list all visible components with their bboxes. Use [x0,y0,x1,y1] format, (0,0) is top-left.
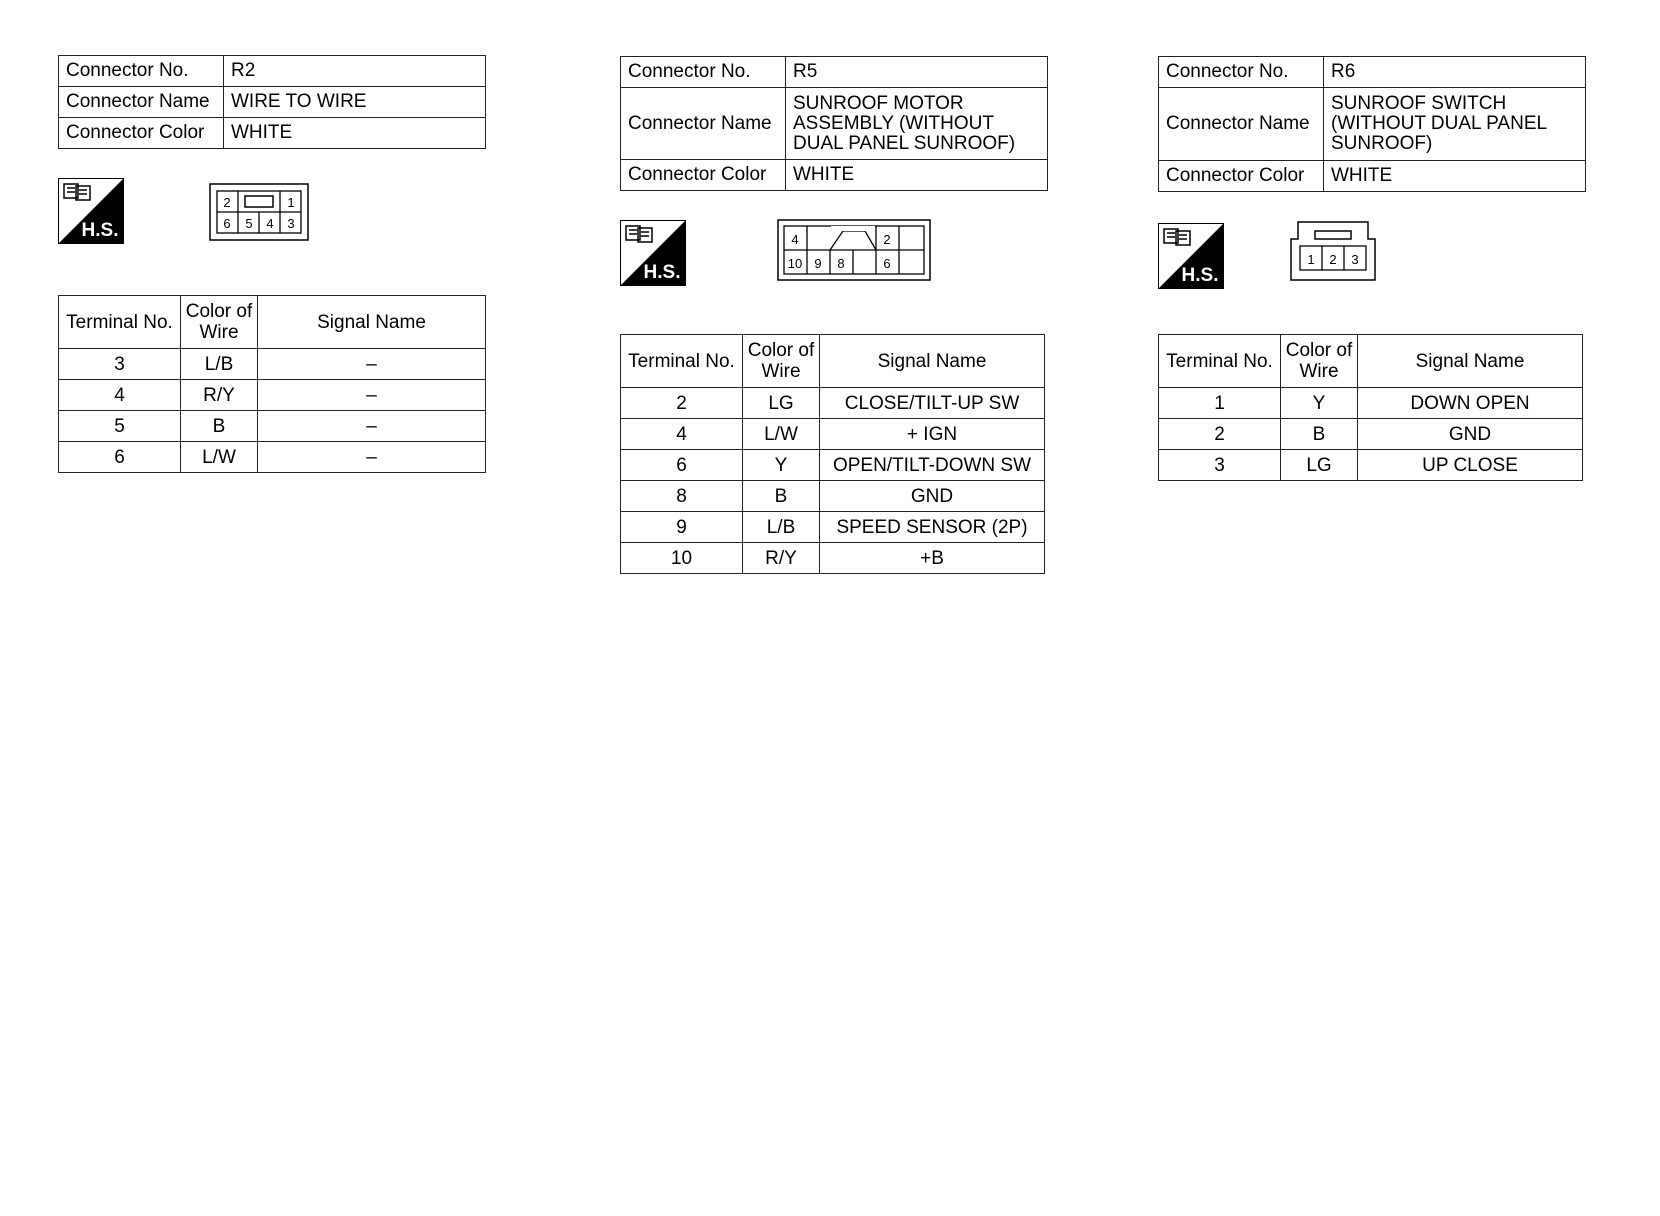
connector-r5-face [777,219,931,286]
pin-label: 9 [814,256,822,271]
table-row [1159,450,1583,481]
connector-r6-info [1158,56,1586,192]
connector-name-label: Connector Name [1159,88,1324,161]
terminal-cell: 10 [621,543,743,574]
wire-cell: R/Y [181,380,258,411]
signal-cell: – [258,442,486,473]
pin-label: 2 [883,232,891,247]
table-row [621,543,1045,574]
signal-name-header: Signal Name [1358,335,1583,388]
harness-side-badge [58,178,124,244]
signal-cell: + IGN [820,419,1045,450]
connector-no-value: R6 [1324,57,1586,88]
table-row [59,411,486,442]
table-row [621,512,1045,543]
terminal-cell: 6 [621,450,743,481]
pin-label: 4 [791,232,799,247]
connector-color-value: WHITE [224,118,486,149]
wire-cell: B [1281,419,1358,450]
connector-r5-info [620,56,1048,191]
pin-label: 4 [266,216,274,231]
pin-label: 5 [245,216,253,231]
wire-cell: Y [743,450,820,481]
terminal-cell: 6 [59,442,181,473]
pin-label: 3 [287,216,295,231]
connector-info-table [1158,56,1586,192]
connector-r5-terminals [620,334,1045,574]
signal-name-header: Signal Name [258,296,486,349]
connector-name-value: WIRE TO WIRE [224,87,486,118]
wire-cell: Y [1281,388,1358,419]
connector-no-label: Connector No. [59,56,224,87]
wire-cell: L/W [743,419,820,450]
pin-label: 6 [223,216,231,231]
connector-color-value: WHITE [1324,161,1586,192]
terminal-cell: 2 [621,388,743,419]
connector-face-diagram [1290,221,1376,281]
wire-cell: B [743,481,820,512]
signal-name-header: Signal Name [820,335,1045,388]
harness-side-badge [620,220,686,286]
hs-badge-text: H.S. [81,220,119,241]
connector-no-label: Connector No. [1159,57,1324,88]
signal-cell: +B [820,543,1045,574]
signal-cell: DOWN OPEN [1358,388,1583,419]
connector-color-value: WHITE [786,160,1048,191]
connector-r2-face [209,183,309,246]
connector-r6-face [1290,221,1376,286]
signal-cell: – [258,380,486,411]
connector-color-label: Connector Color [621,160,786,191]
harness-side-icon [1158,223,1224,289]
terminal-cell: 9 [621,512,743,543]
table-row [59,442,486,473]
connector-color-label: Connector Color [59,118,224,149]
terminal-cell: 3 [1159,450,1281,481]
connector-name-label: Connector Name [59,87,224,118]
wire-color-header: Color of Wire [743,335,820,388]
wire-cell: L/W [181,442,258,473]
table-row [621,450,1045,481]
table-row [1159,419,1583,450]
wire-cell: R/Y [743,543,820,574]
terminal-cell: 2 [1159,419,1281,450]
wire-color-header: Color of Wire [1281,335,1358,388]
connector-r2-terminals [58,295,486,473]
table-row [621,481,1045,512]
table-row [1159,388,1583,419]
connector-name-value: SUNROOF MOTOR ASSEMBLY (WITHOUT DUAL PANEL SUNROOF) [786,88,1048,160]
terminal-cell: 3 [59,349,181,380]
signal-cell: CLOSE/TILT-UP SW [820,388,1045,419]
wire-cell: LG [1281,450,1358,481]
pin-label: 8 [837,256,845,271]
terminal-cell: 4 [59,380,181,411]
terminal-cell: 8 [621,481,743,512]
pin-label: 10 [787,256,803,271]
connector-no-value: R2 [224,56,486,87]
hs-badge-text: H.S. [643,262,681,283]
connector-no-label: Connector No. [621,57,786,88]
terminal-no-header: Terminal No. [59,296,181,349]
pin-label: 2 [1329,252,1337,267]
pin-label: 1 [287,195,295,210]
pin-label: 1 [1307,252,1315,267]
wire-color-header: Color of Wire [181,296,258,349]
pin-label: 6 [883,256,891,271]
connector-color-label: Connector Color [1159,161,1324,192]
terminal-cell: 4 [621,419,743,450]
wire-cell: LG [743,388,820,419]
terminal-table [620,334,1045,574]
signal-cell: – [258,349,486,380]
connector-name-label: Connector Name [621,88,786,160]
terminal-cell: 1 [1159,388,1281,419]
signal-cell: UP CLOSE [1358,450,1583,481]
signal-cell: GND [820,481,1045,512]
connector-info-table [58,55,486,149]
terminal-no-header: Terminal No. [621,335,743,388]
signal-cell: GND [1358,419,1583,450]
terminal-no-header: Terminal No. [1159,335,1281,388]
wire-cell: L/B [181,349,258,380]
terminal-table [1158,334,1583,481]
harness-side-icon [620,220,686,286]
connector-face-diagram [209,183,309,241]
table-row [59,380,486,411]
connector-face-diagram [777,219,931,281]
connector-info-table [620,56,1048,191]
pin-label: 3 [1351,252,1359,267]
connector-no-value: R5 [786,57,1048,88]
hs-badge-text: H.S. [1181,265,1219,286]
pin-label: 2 [223,195,231,210]
wire-cell: L/B [743,512,820,543]
connector-r2-info [58,55,486,149]
table-row [621,419,1045,450]
connector-r6-terminals [1158,334,1583,481]
terminal-table [58,295,486,473]
connector-name-value: SUNROOF SWITCH (WITHOUT DUAL PANEL SUNROOF) [1324,88,1586,161]
terminal-cell: 5 [59,411,181,442]
signal-cell: – [258,411,486,442]
table-row [621,388,1045,419]
table-row [59,349,486,380]
harness-side-badge [1158,223,1224,289]
wire-cell: B [181,411,258,442]
harness-side-icon [58,178,124,244]
signal-cell: OPEN/TILT-DOWN SW [820,450,1045,481]
signal-cell: SPEED SENSOR (2P) [820,512,1045,543]
